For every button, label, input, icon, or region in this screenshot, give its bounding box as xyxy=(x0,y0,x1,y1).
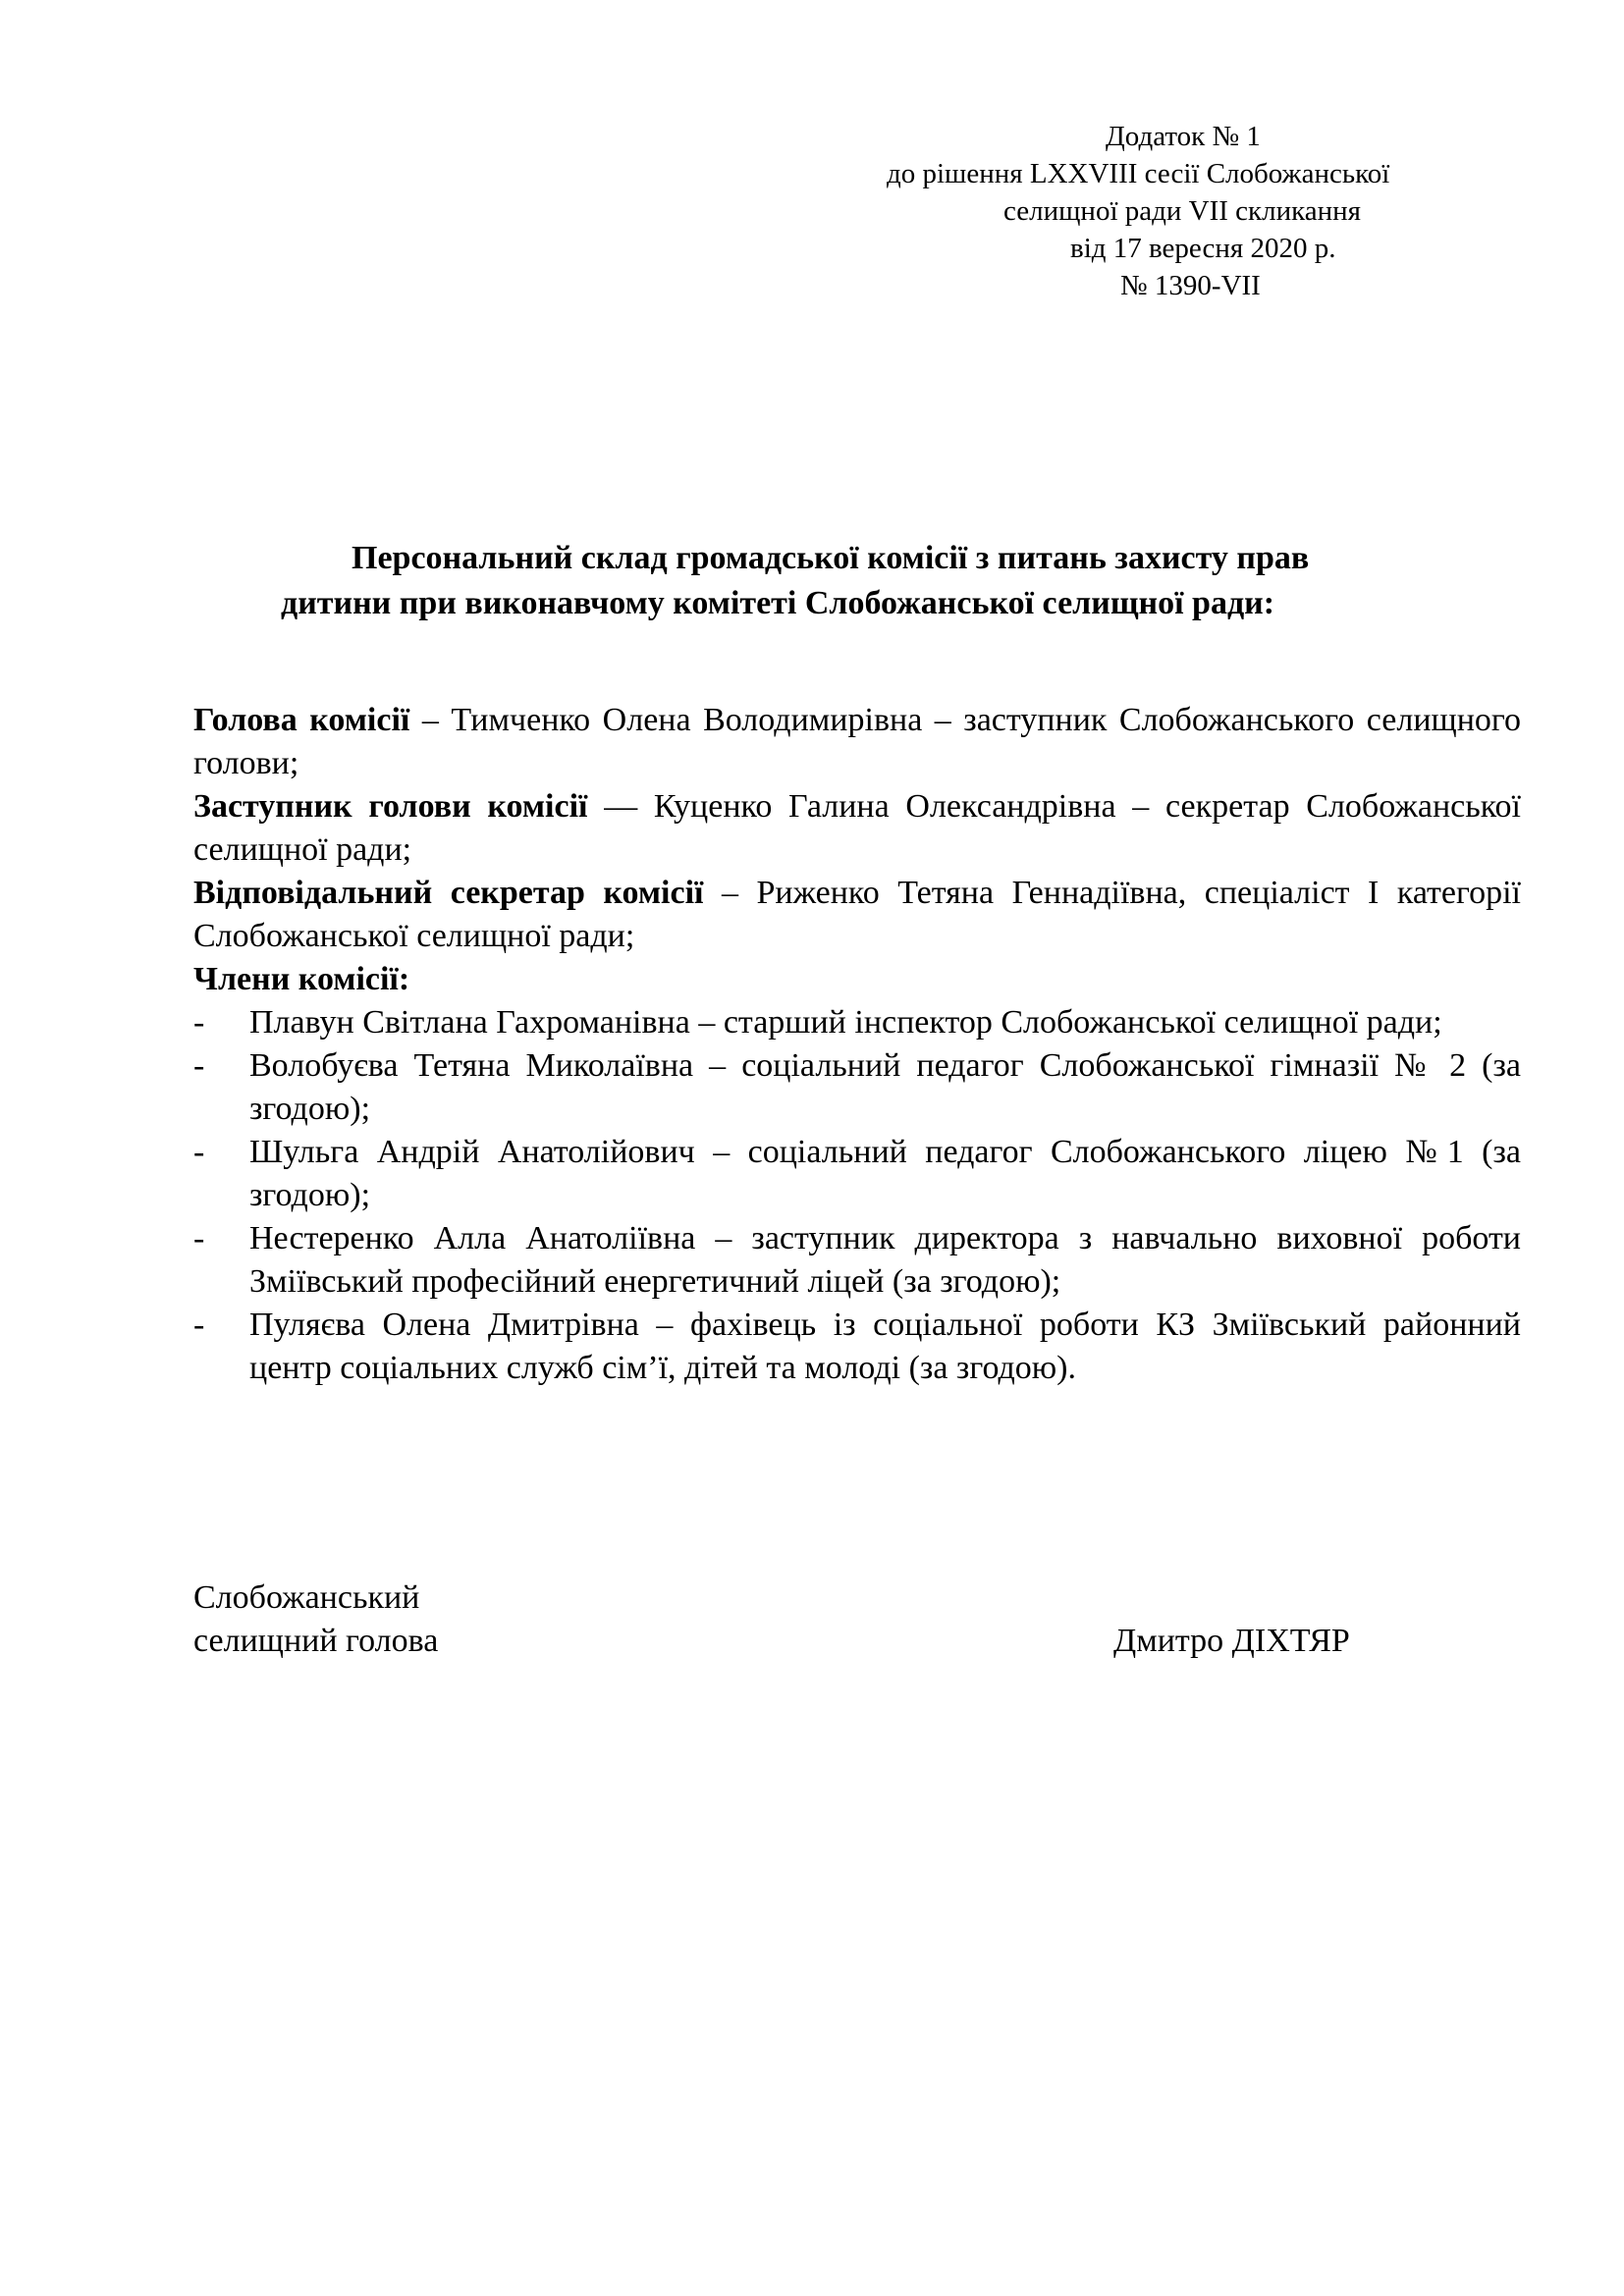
deputy-label: Заступник голови комісії xyxy=(193,788,588,825)
chair-text: – Тимченко Олена Володимирівна – заступник Слобожанського селищного голови; xyxy=(193,702,1521,781)
deputy-paragraph xyxy=(193,785,1521,872)
annex-date: від 17 вересня 2020 р. xyxy=(1070,233,1336,264)
member-text: Пуляєва Олена Дмитрівна – фахівець із соціальної роботи КЗ Зміївський районний центр соціальних служб сім’ї, дітей та молоді (за згодою). xyxy=(249,1307,1521,1386)
chair-label: Голова комісії xyxy=(193,702,410,738)
document-title-line-1: Персональний склад громадської комісії з питань захисту прав xyxy=(352,540,1310,576)
annex-council-line: селищної ради VII скликання xyxy=(1003,195,1362,227)
signatory-position-line-2: селищний голова xyxy=(193,1623,439,1659)
list-item xyxy=(193,1001,1521,1044)
signatory-name: Дмитро ДІХТЯР xyxy=(1113,1623,1350,1659)
member-text: Шульга Андрій Анатолійович – соціальний педагог Слобожанського ліцею №1 (за згодою); xyxy=(249,1134,1521,1213)
list-dash: - xyxy=(193,1004,205,1041)
secretary-text: – Риженко Тетяна Геннадіївна, спеціаліст І категорії Слобожанської селищної ради; xyxy=(193,875,1521,954)
members-heading: Члени комісії: xyxy=(193,961,410,997)
chair-paragraph xyxy=(193,699,1521,785)
list-item xyxy=(193,1131,1521,1217)
list-item xyxy=(193,1304,1521,1390)
deputy-text: — Куценко Галина Олександрівна – секретар Слобожанської селищної ради; xyxy=(193,788,1522,868)
list-dash: - xyxy=(193,1220,205,1256)
document-title-line-2: дитини при виконавчому комітеті Слобожанської селищної ради: xyxy=(281,585,1275,621)
annex-decision-number: № 1390-VII xyxy=(1120,270,1261,301)
member-text: Нестеренко Алла Анатоліївна – заступник директора з навчально виховної роботи Зміївський професійний енергетичний ліцей (за згодою); xyxy=(249,1220,1521,1300)
secretary-label: Відповідальний секретар комісії xyxy=(193,875,704,911)
secretary-paragraph xyxy=(193,872,1521,958)
list-dash: - xyxy=(193,1307,205,1343)
annex-number: Додаток № 1 xyxy=(1106,121,1261,152)
list-item xyxy=(193,1217,1521,1304)
member-text: Волобуєва Тетяна Миколаївна – соціальний педагог Слобожанської гімназії № 2 (за згодою); xyxy=(249,1047,1521,1127)
commission-composition xyxy=(193,699,1521,1390)
list-item xyxy=(193,1044,1521,1131)
annex-decision-line: до рішення LXXVIII сесії Слобожанської xyxy=(887,158,1390,189)
signatory-position-line-1: Слобожанський xyxy=(193,1579,420,1616)
member-text: Плавун Світлана Гахроманівна – старший інспектор Слобожанської селищної ради; xyxy=(249,1004,1442,1041)
list-dash: - xyxy=(193,1047,205,1084)
list-dash: - xyxy=(193,1134,205,1170)
